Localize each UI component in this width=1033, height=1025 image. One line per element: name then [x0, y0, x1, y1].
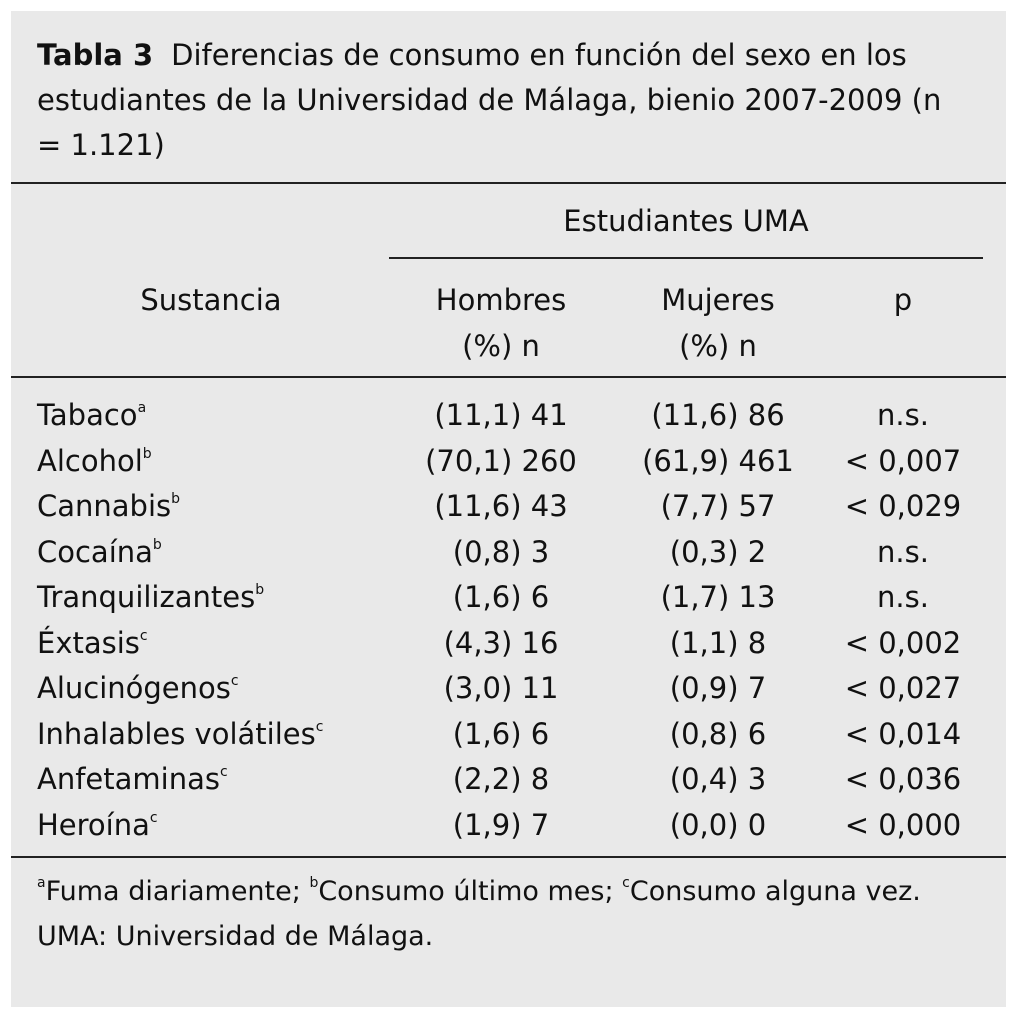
- header-p-label: p: [893, 283, 913, 317]
- women-cell: (11,6) 86: [651, 398, 785, 432]
- men-cell: (1,6) 6: [452, 716, 550, 751]
- header-men: [406, 277, 596, 369]
- men-cell: (3,0) 11: [443, 671, 559, 705]
- women-cell: (7,7) 57: [660, 489, 776, 523]
- p-cell: < 0,000: [844, 807, 962, 842]
- p-cell: < 0,036: [844, 762, 962, 796]
- footnote-markers: $^a$Fuma diariamente; $^b$Consumo último mes; $^c$Consumo alguna vez.: [37, 875, 921, 907]
- header-women-label: Mujeres: [661, 283, 775, 317]
- men-cell: (4,3) 16: [443, 625, 559, 660]
- table-row: [11, 712, 1006, 758]
- men-cell: (1,6) 6: [452, 580, 550, 614]
- top-rule: [11, 182, 1006, 184]
- header-men-unit: (%) n: [462, 329, 540, 363]
- women-cell: (0,4) 3: [669, 762, 767, 796]
- substance-cell: Inhalables volátiles$^c$: [37, 716, 324, 751]
- women-cell: (0,3) 2: [669, 534, 767, 569]
- women-cell: (0,0) 0: [669, 807, 767, 842]
- table-row: [11, 575, 1006, 621]
- header-men-label: Hombres: [435, 283, 567, 317]
- women-cell: (1,1) 8: [669, 625, 767, 660]
- bottom-rule: [11, 856, 1006, 858]
- table-panel: [11, 11, 1006, 1007]
- table-footnotes: [37, 869, 987, 959]
- table-label: Tabla 3: [37, 38, 154, 72]
- header-substance-label: Sustancia: [140, 283, 282, 317]
- women-cell: (0,9) 7: [669, 671, 767, 705]
- table-row: [11, 393, 1006, 439]
- table-row: [11, 757, 1006, 803]
- men-cell: (70,1) 260: [425, 443, 577, 478]
- p-cell: n.s.: [877, 580, 929, 614]
- substance-cell: Tranquilizantes$^b$: [37, 580, 265, 614]
- footnote-abbreviation: UMA: Universidad de Málaga.: [37, 921, 434, 952]
- p-cell: < 0,027: [844, 671, 962, 705]
- p-cell: n.s.: [877, 534, 929, 569]
- group-header: Estudiantes UMA: [563, 204, 809, 238]
- substance-cell: Éxtasis$^c$: [37, 625, 148, 660]
- p-cell: n.s.: [877, 398, 929, 432]
- table-row: [11, 666, 1006, 712]
- table-row: [11, 439, 1006, 485]
- women-cell: (61,9) 461: [642, 443, 794, 478]
- substance-cell: Heroína$^c$: [37, 807, 158, 842]
- men-cell: (11,1) 41: [434, 398, 568, 432]
- table-row: [11, 803, 1006, 849]
- table-row: [11, 621, 1006, 667]
- men-cell: (1,9) 7: [452, 807, 550, 842]
- header-women: [623, 277, 813, 369]
- table-row: [11, 530, 1006, 576]
- header-rule: [11, 376, 1006, 378]
- header-substance: [71, 277, 351, 323]
- p-cell: < 0,014: [844, 716, 962, 751]
- group-rule: [389, 257, 983, 259]
- men-cell: (0,8) 3: [452, 534, 550, 569]
- table-title: Diferencias de consumo en función del sexo en los estudiantes de la Universidad de Málaga, bienio 2007-2009 (n = 1.121): [37, 38, 942, 162]
- substance-cell: Tabaco$^a$: [37, 398, 147, 432]
- substance-cell: Alcohol$^b$: [37, 443, 152, 478]
- substance-cell: Cocaína$^b$: [37, 534, 162, 569]
- header-p: [823, 277, 983, 323]
- p-cell: < 0,007: [844, 443, 962, 478]
- p-cell: < 0,029: [844, 489, 962, 523]
- men-cell: (2,2) 8: [452, 762, 550, 796]
- table-body: [11, 393, 1006, 848]
- header-women-unit: (%) n: [679, 329, 757, 363]
- substance-cell: Cannabis$^b$: [37, 489, 181, 523]
- p-cell: < 0,002: [844, 625, 962, 660]
- substance-cell: Alucinógenos$^c$: [37, 671, 239, 705]
- women-cell: (1,7) 13: [660, 580, 776, 614]
- table-caption: [37, 33, 957, 168]
- men-cell: (11,6) 43: [434, 489, 568, 523]
- substance-cell: Anfetaminas$^c$: [37, 762, 228, 796]
- women-cell: (0,8) 6: [669, 716, 767, 751]
- table-row: [11, 484, 1006, 530]
